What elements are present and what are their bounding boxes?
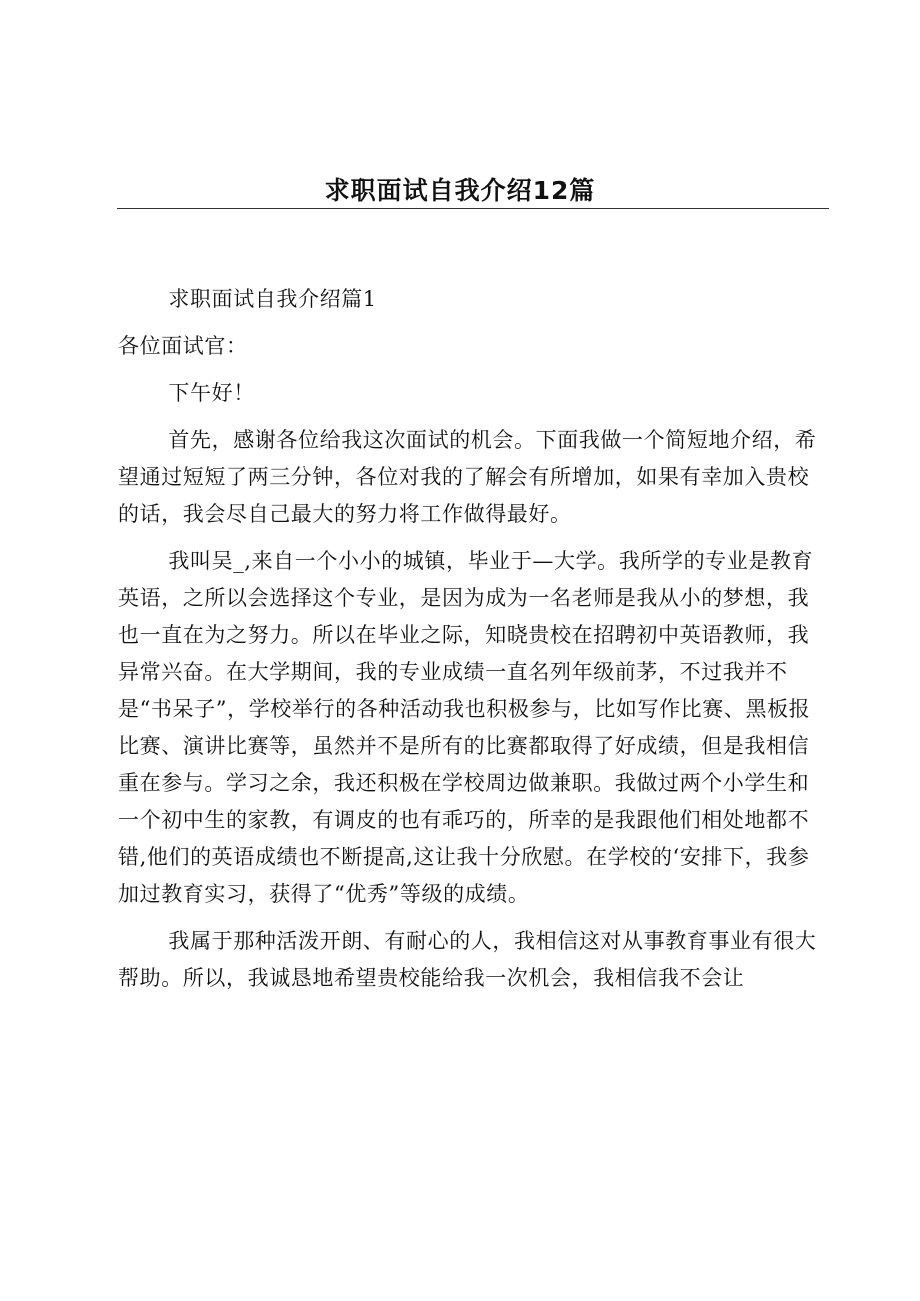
greeting: 下午好！ bbox=[168, 381, 255, 405]
paragraph-background: 我叫吴_,来自一个小小的城镇，毕业于—大学。我所学的专业是教育英语，之所以会选择这个专业，是因为成为一名老师是我从小的梦想，我也一直在为之努力。所以在毕业之际，知晓贵校在招聘初中英语教师，我异常兴奋。在大学期间，我的专业成绩一直名列年级前茅，不过我并不是“书呆子”，学校举行的各种活动我也积极参与，比如写作比赛、黑板报比赛、演讲比赛等，虽然并不是所有的比赛都取得了好成绩，但是我相信重在参与。学习之余，我还积极在学校周边做兼职。我做过两个小学生和一个初中生的家教，有调皮的也有乖巧的，所幸的是我跟他们相处地都不错,他们的英语成绩也不断提高,这让我十分欣慰。在学校的‘安排下，我参加过教育实习，获得了“优秀”等级的成绩。 bbox=[118, 549, 814, 906]
salutation: 各位面试官： bbox=[118, 334, 248, 358]
paragraph-personality: 我属于那种活泼开朗、有耐心的人，我相信这对从事教育事业有很大帮助。所以，我诚恳地希望贵校能给我一次机会，我相信我不会让 bbox=[118, 929, 817, 990]
section-heading: 求职面试自我介绍篇1 bbox=[168, 287, 377, 311]
paragraph-intro: 首先，感谢各位给我这次面试的机会。下面我做一个简短地介绍，希望通过短短了两三分钟，各位对我的了解会有所增加，如果有幸加入贵校的话，我会尽自己最大的努力将工作做得最好。 bbox=[118, 428, 817, 526]
document-body bbox=[118, 281, 830, 1007]
title-underline bbox=[117, 208, 829, 209]
document-title: 求职面试自我介绍12篇 bbox=[324, 176, 596, 205]
